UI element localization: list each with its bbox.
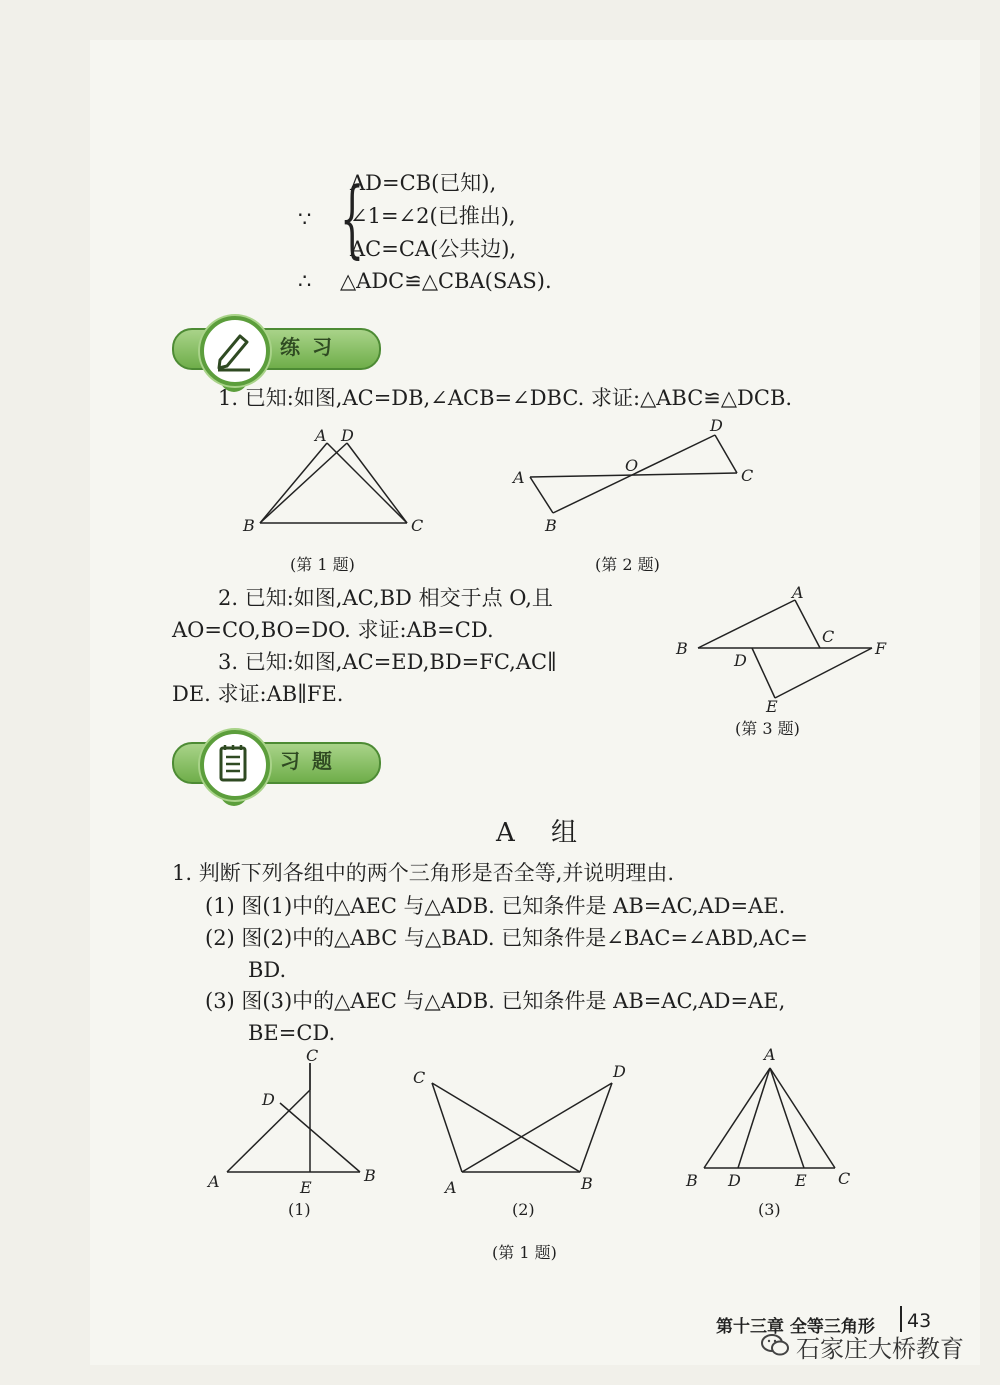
svg-text:B: B — [686, 1171, 698, 1190]
therefore-symbol: ∴ — [298, 269, 312, 293]
exercise-part-3-line-2: BE=CD. — [248, 1021, 336, 1045]
svg-text:A: A — [315, 426, 327, 445]
practice-figure-1 — [235, 425, 435, 550]
practice-question-3-line-2: DE. 求证:AB∥FE. — [172, 682, 344, 706]
exercise-sub-1: (1) — [288, 1200, 311, 1219]
svg-text:E: E — [795, 1171, 807, 1190]
proof-line-2: ∠1=∠2(已推出), — [350, 204, 516, 228]
svg-text:E: E — [300, 1178, 312, 1197]
exercise-question-1: 1. 判断下列各组中的两个三角形是否全等,并说明理由. — [172, 861, 675, 885]
practice-fig1-caption: (第 1 题) — [290, 555, 355, 574]
because-symbol: ∵ — [298, 207, 312, 231]
practice-figure-2 — [505, 415, 765, 540]
exercise-part-3-line-1: (3) 图(3)中的△AEC 与△ADB. 已知条件是 AB=AC,AD=AE, — [205, 989, 786, 1013]
notepad-icon — [210, 740, 256, 786]
group-a-title: A 组 — [496, 818, 592, 848]
svg-text:A: A — [208, 1172, 220, 1191]
exercise-part-2-line-1: (2) 图(2)中的△ABC 与△BAD. 已知条件是∠BAC=∠ABD,AC= — [205, 926, 808, 950]
chapter-title: 第十三章 全等三角形 — [716, 1317, 875, 1337]
practice-banner-label: 练习 — [280, 335, 344, 359]
proof-line-1: AD=CB(已知), — [350, 171, 497, 195]
exercise-part-2-line-2: BD. — [248, 958, 287, 982]
exercise-sub-3: (3) — [758, 1200, 781, 1219]
svg-text:B: B — [243, 516, 255, 535]
svg-text:A: A — [764, 1045, 776, 1064]
svg-text:D: D — [341, 426, 354, 445]
exercise-sub-2: (2) — [512, 1200, 535, 1219]
svg-text:O: O — [625, 456, 639, 475]
page-number: 43 — [907, 1310, 932, 1332]
proof-line-3: AC=CA(公共边), — [350, 237, 517, 261]
proof-brace: { — [340, 169, 365, 267]
proof-conclusion: △ADC≌△CBA(SAS). — [340, 269, 552, 293]
svg-text:C: C — [741, 466, 754, 485]
svg-text:D: D — [613, 1062, 626, 1081]
svg-text:C: C — [411, 516, 424, 535]
practice-fig2-caption: (第 2 题) — [595, 555, 660, 574]
practice-question-1: 1. 已知:如图,AC=DB,∠ACB=∠DBC. 求证:△ABC≌△DCB. — [218, 386, 793, 410]
svg-text:B: B — [364, 1166, 376, 1185]
svg-text:C: C — [838, 1169, 851, 1188]
practice-question-3-line-1: 3. 已知:如图,AC=ED,BD=FC,AC∥ — [218, 650, 557, 674]
svg-text:E: E — [766, 697, 778, 715]
exercise-part-1: (1) 图(1)中的△AEC 与△ADB. 已知条件是 AB=AC,AD=AE. — [205, 894, 786, 918]
svg-text:B: B — [545, 516, 557, 535]
exercise-fig-caption: (第 1 题) — [492, 1243, 557, 1262]
exercise-figure-1 — [200, 1045, 395, 1200]
svg-text:B: B — [676, 639, 688, 658]
wechat-icon — [760, 1332, 790, 1358]
watermark-text: 石家庄大桥教育 — [796, 1335, 964, 1363]
svg-text:A: A — [792, 583, 804, 602]
svg-text:D: D — [710, 416, 723, 435]
practice-question-2-line-1: 2. 已知:如图,AC,BD 相交于点 O,且 — [218, 586, 553, 610]
practice-question-2-line-2: AO=CO,BO=DO. 求证:AB=CD. — [172, 618, 494, 642]
svg-text:D: D — [728, 1171, 741, 1190]
exercise-banner — [172, 730, 382, 810]
exercise-figure-3 — [680, 1040, 865, 1200]
svg-text:A: A — [513, 468, 525, 487]
svg-text:C: C — [822, 627, 835, 646]
svg-text:D: D — [734, 651, 747, 670]
svg-text:C: C — [306, 1046, 319, 1065]
practice-fig3-caption: (第 3 题) — [735, 719, 800, 738]
svg-text:F: F — [875, 639, 887, 658]
svg-text:A: A — [445, 1178, 457, 1197]
exercise-banner-label: 习题 — [280, 749, 344, 773]
svg-text:B: B — [581, 1174, 593, 1193]
svg-text:C: C — [413, 1068, 426, 1087]
exercise-figure-2 — [405, 1055, 640, 1200]
pencil-icon — [210, 326, 256, 372]
svg-text:D: D — [262, 1090, 275, 1109]
practice-figure-3 — [670, 580, 900, 715]
